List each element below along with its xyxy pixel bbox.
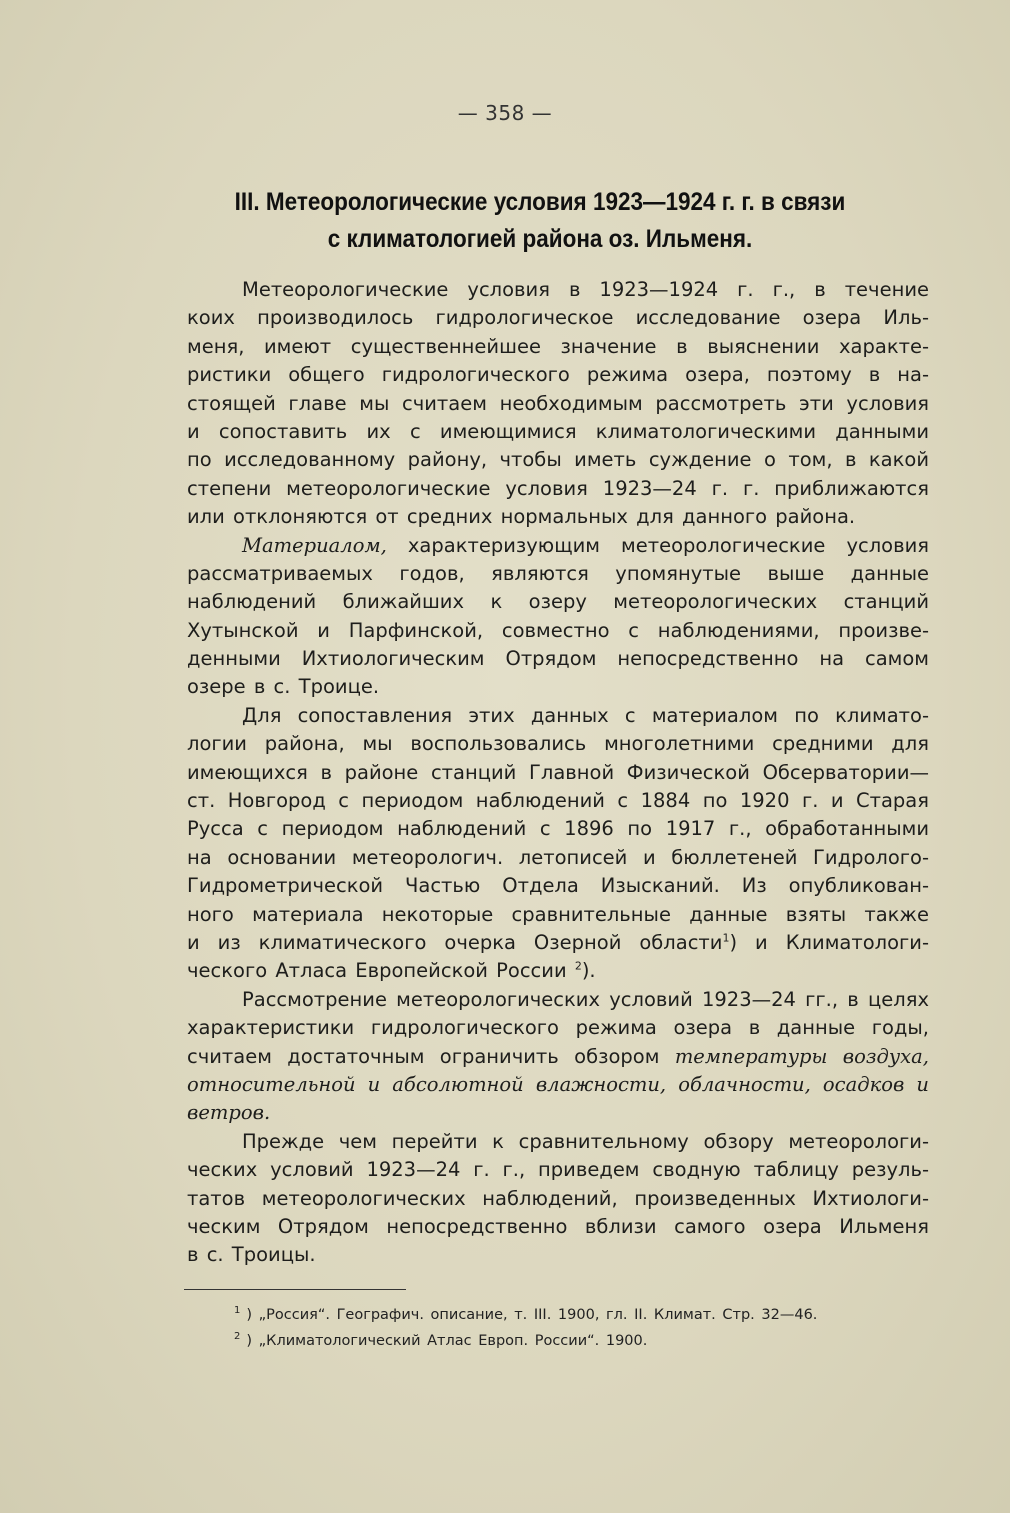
heading-line-2: с климатологией района оз. Ильменя. <box>327 225 753 253</box>
text-line: Рассмотрение метеорологических условий 1923—24 гг., в целях <box>242 987 929 1011</box>
paragraph-5 <box>187 1128 929 1270</box>
text-span: и из климатического очерка Озерной области <box>187 930 723 954</box>
text-line: по исследованному району, чтобы иметь суждение о том, в какой <box>187 448 929 472</box>
text-line: татов метеорологических наблюдений, произведенных Ихтиологи- <box>187 1186 929 1210</box>
text-line: ристики общего гидрологического режима озера, поэтому в на- <box>187 363 929 387</box>
footnote-mark: 2 <box>234 1331 241 1343</box>
text-line: ного материала некоторые сравнительные данные взяты также <box>187 902 929 926</box>
text-line: ческим Отрядом непосредственно вблизи самого озера Ильменя <box>187 1214 929 1238</box>
text-line: и сопоставить их с имеющимися климатологическими данными <box>187 419 929 443</box>
paragraph-2 <box>187 532 929 702</box>
text-span: ) и Климатологи- <box>729 930 929 954</box>
text-line: рассматриваемых годов, являются упомянутые выше данные <box>187 561 929 585</box>
text-line: Хутынской и Парфинской, совместно с наблюдениями, произве- <box>187 618 929 642</box>
text-line: в с. Троицы. <box>187 1243 316 1267</box>
section-heading <box>180 184 900 258</box>
text-line <box>187 929 929 957</box>
paragraph-3 <box>187 702 929 986</box>
text-line: Русса с периодом наблюдений с 1896 по 1917 г., обработанными <box>187 817 929 841</box>
text-line: относительной и абсолютной влажности, облачности, осадков и <box>187 1072 929 1096</box>
text-line: ветров. <box>187 1101 271 1125</box>
text-line: логии района, мы воспользовались многолетними средними для <box>187 732 929 756</box>
page-number: — 358 — <box>457 101 553 125</box>
text-span: характеризующим метеорологические условия <box>386 533 929 557</box>
text-line: имеющихся в районе станций Главной Физической Обсерватории— <box>187 760 929 784</box>
text-line <box>187 957 929 985</box>
footnotes <box>234 1302 924 1354</box>
footnote-mark: 1 <box>234 1305 241 1317</box>
text-line: ческих условий 1923—24 г. г., приведем сводную таблицу резуль- <box>187 1158 929 1182</box>
footnote-text: ) „Климатологический Атлас Европ. России“. 1900. <box>246 1333 648 1349</box>
text-line: коих производилось гидрологическое исследование озера Иль- <box>187 306 929 330</box>
text-line: степени метеорологические условия 1923—24 г. г. приближаются <box>187 476 929 500</box>
paragraph-4 <box>187 986 929 1128</box>
footnote-2 <box>234 1328 924 1354</box>
footnote-text: ) „Россия“. Географич. описание, т. III. 1900, гл. II. Климат. Стр. 32—46. <box>246 1307 818 1323</box>
italic-term: Материалом, <box>242 533 387 557</box>
footnote-ref-1: 1 <box>722 931 730 945</box>
text-line: озере в с. Троице. <box>187 675 380 699</box>
text-line: денными Ихтиологическим Отрядом непосредственно на самом <box>187 647 929 671</box>
text-line: ст. Новгород с периодом наблюдений с 1884 по 1920 г. и Старая <box>187 789 929 813</box>
text-line: характеристики гидрологического режима озера в данные годы, <box>187 1016 929 1040</box>
text-line: или отклоняются от средних нормальных для данного района. <box>187 505 856 529</box>
text-line <box>187 532 929 560</box>
text-span: считаем достаточным ограничить обзором <box>187 1044 675 1068</box>
text-line: Метеорологические условия в 1923—1924 г. г., в течение <box>242 278 929 301</box>
text-line: на основании метеорологич. летописей и бюллетеней Гидролого- <box>187 845 929 869</box>
text-line: Прежде чем перейти к сравнительному обзору метеорологи- <box>242 1129 929 1153</box>
text-line: Для сопоставления этих данных с материалом по климато- <box>242 703 929 727</box>
footnote-ref-2: 2 <box>574 959 582 973</box>
text-line: стоящей главе мы считаем необходимым рассмотреть эти условия <box>187 391 929 415</box>
footnote-1 <box>234 1302 924 1328</box>
italic-term: температуры воздуха, <box>674 1044 929 1068</box>
text-line <box>187 1043 929 1071</box>
text-span: ческого Атласа Европейской России <box>187 959 567 983</box>
heading-line-1: III. Метеорологические условия 1923—1924 г. г. в связи <box>234 188 846 216</box>
text-span: ). <box>581 959 596 983</box>
text-line: меня, имеют существеннейшее значение в выяснении характе- <box>187 334 929 358</box>
text-line: наблюдений ближайших к озеру метеорологических станций <box>187 590 929 614</box>
text-line: Гидрометрической Частью Отдела Изысканий. Из опубликован- <box>187 874 929 898</box>
footnote-separator <box>184 1289 406 1290</box>
body-text <box>187 276 929 1270</box>
paragraph-1 <box>187 276 929 532</box>
